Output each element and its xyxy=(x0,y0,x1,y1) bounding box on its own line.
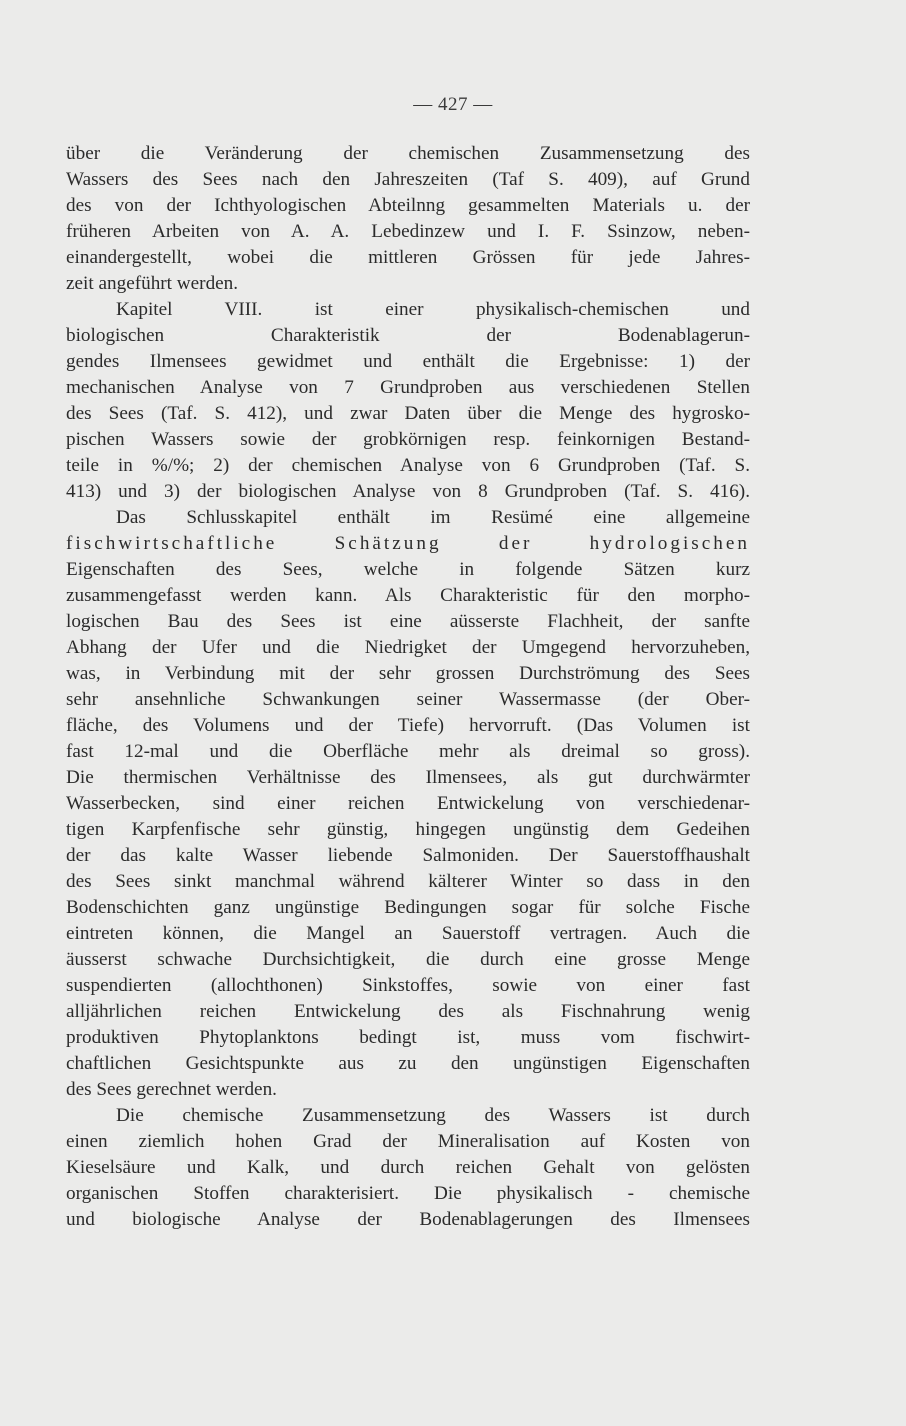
paragraph xyxy=(66,141,750,297)
text-line: Abhang der Ufer und die Niedrigket der Umgegend hervorzuheben, xyxy=(66,637,750,658)
text-line: alljährlichen reichen Entwickelung des als Fischnahrung wenig xyxy=(66,1001,750,1022)
text-line: des Sees (Taf. S. 412), und zwar Daten über die Menge des hygrosko- xyxy=(66,403,750,424)
text-line: einandergestellt, wobei die mittleren Grössen für jede Jahres- xyxy=(66,247,750,268)
text-line: des Sees sinkt manchmal während kälterer Winter so dass in den xyxy=(66,871,750,892)
text-line: fischwirtschaftliche Schätzung der hydrologischen xyxy=(66,533,750,554)
paragraph xyxy=(66,1103,750,1233)
text-line: des von der Ichthyologischen Abteilnng gesammelten Materials u. der xyxy=(66,195,750,216)
text-line: fläche, des Volumens und der Tiefe) hervorruft. (Das Volumen ist xyxy=(66,715,750,736)
text-line: logischen Bau des Sees ist eine aüsserste Flachheit, der sanfte xyxy=(66,611,750,632)
text-line: chaftlichen Gesichtspunkte aus zu den ungünstigen Eigenschaften xyxy=(66,1053,750,1074)
text-line: des Sees gerechnet werden. xyxy=(66,1079,277,1100)
text-line: Eigenschaften des Sees, welche in folgende Sätzen kurz xyxy=(66,559,750,580)
text-line: zusammengefasst werden kann. Als Charakteristic für den morpho- xyxy=(66,585,750,606)
text-line: der das kalte Wasser liebende Salmoniden. Der Sauerstoffhaushalt xyxy=(66,845,750,866)
text-line: einen ziemlich hohen Grad der Mineralisation auf Kosten von xyxy=(66,1131,750,1152)
page-number: — 427 — xyxy=(413,94,493,115)
text-line: teile in %/%; 2) der chemischen Analyse von 6 Grundproben (Taf. S. xyxy=(66,455,750,476)
text-line: biologischen Charakteristik der Bodenablagerun- xyxy=(66,325,750,346)
text-line: Die thermischen Verhältnisse des Ilmensees, als gut durchwärmter xyxy=(66,767,750,788)
text-line: organischen Stoffen charakterisiert. Die physikalisch - chemische xyxy=(66,1183,750,1204)
text-line: gendes Ilmensees gewidmet und enthält die Ergebnisse: 1) der xyxy=(66,351,750,372)
text-line: suspendierten (allochthonen) Sinkstoffes, sowie von einer fast xyxy=(66,975,750,996)
text-line: und biologische Analyse der Bodenablagerungen des Ilmensees xyxy=(66,1209,750,1230)
text-line: über die Veränderung der chemischen Zusammensetzung des xyxy=(66,143,750,164)
text-line: 413) und 3) der biologischen Analyse von 8 Grundproben (Taf. S. 416). xyxy=(66,481,750,502)
text-line: fast 12-mal und die Oberfläche mehr als dreimal so gross). xyxy=(66,741,750,762)
text-line: Das Schlusskapitel enthält im Resümé eine allgemeine xyxy=(116,507,750,528)
text-body xyxy=(66,141,750,1233)
text-line: äusserst schwache Durchsichtigkeit, die durch eine grosse Menge xyxy=(66,949,750,970)
text-line: früheren Arbeiten von A. A. Lebedinzew und I. F. Ssinzow, neben- xyxy=(66,221,750,242)
text-line: was, in Verbindung mit der sehr grossen Durchströmung des Sees xyxy=(66,663,750,684)
text-line: Die chemische Zusammensetzung des Wassers ist durch xyxy=(116,1105,750,1126)
text-line: tigen Karpfenfische sehr günstig, hingegen ungünstig dem Gedeihen xyxy=(66,819,750,840)
text-line: Kapitel VIII. ist einer physikalisch-chemischen und xyxy=(116,299,750,320)
text-line: Wasserbecken, sind einer reichen Entwickelung von verschiedenar- xyxy=(66,793,750,814)
text-line: Kieselsäure und Kalk, und durch reichen Gehalt von gelösten xyxy=(66,1157,750,1178)
text-line: Bodenschichten ganz ungünstige Bedingungen sogar für solche Fische xyxy=(66,897,750,918)
text-line: zeit angeführt werden. xyxy=(66,273,239,294)
text-line: produktiven Phytoplanktons bedingt ist, muss vom fischwirt- xyxy=(66,1027,750,1048)
text-line: Wassers des Sees nach den Jahreszeiten (Taf S. 409), auf Grund xyxy=(66,169,750,190)
text-line: sehr ansehnliche Schwankungen seiner Wassermasse (der Ober- xyxy=(66,689,750,710)
paragraph xyxy=(66,297,750,505)
text-line: mechanischen Analyse von 7 Grundproben aus verschiedenen Stellen xyxy=(66,377,750,398)
text-line: pischen Wassers sowie der grobkörnigen resp. feinkornigen Bestand- xyxy=(66,429,750,450)
text-line: eintreten können, die Mangel an Sauerstoff vertragen. Auch die xyxy=(66,923,750,944)
paragraph xyxy=(66,505,750,1103)
